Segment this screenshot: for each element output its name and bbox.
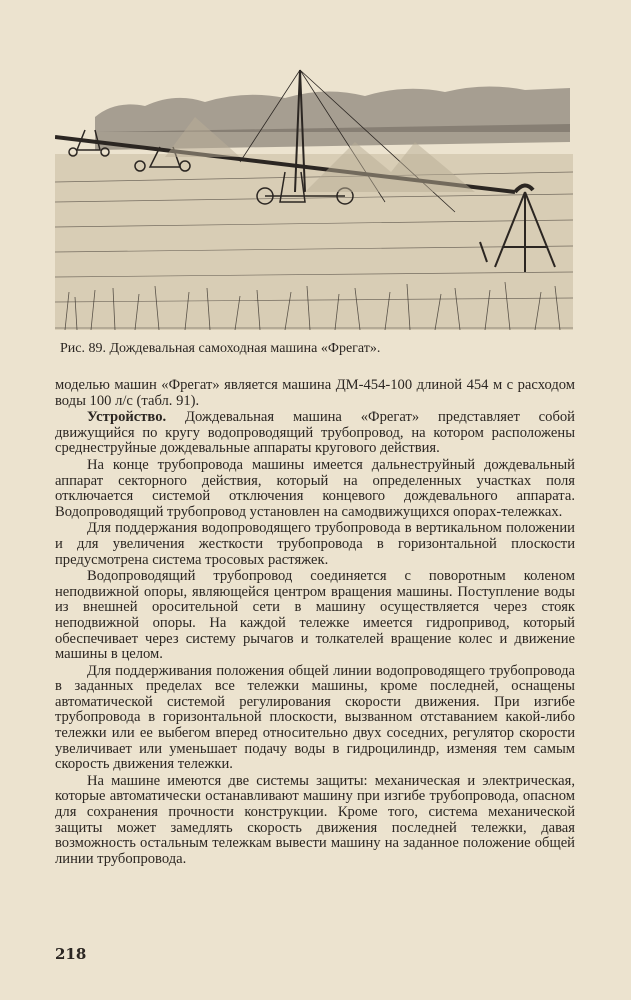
paragraph [55, 774, 575, 868]
paragraph-text: моделью машин «Фрегат» является машина ДМ-454-100 длиной 454 м с расходом воды 100 л/с (табл. 91). [55, 377, 575, 409]
paragraph [55, 458, 575, 520]
paragraph-lead: Устройство. [87, 409, 167, 426]
paragraph [55, 521, 575, 568]
paragraph-text: Водопроводящий трубопровод соединяется с поворотным коленом неподвижной опоры, являющейся центром вращения машины. Поступление воды из внешней оросительной сети в машину осуществляется через стояк неподвижной опоры. На каждой тележке имеется гидропривод, который обеспечивает через систему рычагов и толкателей вращение колес и движение машины в целом. [55, 568, 575, 663]
figure-caption: Рис. 89. Дождевальная самоходная машина «Фрегат». [60, 341, 381, 356]
page-number: 218 [55, 945, 87, 963]
paragraph-text: На конце трубопровода машины имеется дальнеструйный дождевальный аппарат секторного действия, который на определенных участках поля отключается системой отключения концевого дождевального аппарата. Водопроводящий трубопровод установлен на самодвижущихся опорах-тележках. [55, 456, 575, 520]
paragraph [55, 664, 575, 773]
paragraph-text: Для поддерживания положения общей линии водопроводящего трубопровода в заданных пределах все тележки машины, кроме последней, оснащены автоматической системой регулирования скорости движения. При изгибе трубопровода в горизонтальной плоскости, вызванном отставанием какой-либо тележки или ее выбегом вперед относительно двух соседних, регулятор скорости увеличивает или уменьшает подачу воды в гидроцилиндр, изменяя тем самым скорость движения тележки. [55, 662, 575, 773]
paragraph-text: Дождевальная машина «Фрегат» представляет собой движущийся по кругу водопроводящий трубопровод, на котором расположены среднеструйные дождевальные аппараты кругового действия. [55, 409, 575, 457]
figure-illustration [55, 62, 573, 330]
body-text [55, 377, 575, 867]
paragraph [55, 410, 575, 457]
paragraph-text: На машине имеются две системы защиты: механическая и электрическая, которые автоматически останавливают машину при изгибе трубопровода, опасном для сохранения прочности конструкции. Кроме того, система механической защиты может замедлять скорость движения последней тележки, давая возможность остальным тележкам вывести машину на заданное положение общей линии трубопровода. [55, 772, 575, 867]
paragraph-text: Для поддержания водопроводящего трубопровода в вертикальном положении и для увеличения жесткости трубопровода в горизонтальной плоскости предусмотрена система тросовых растяжек. [55, 520, 575, 568]
paragraph [55, 378, 575, 409]
paragraph [55, 569, 575, 663]
sprinkler-machine-drawing [55, 62, 573, 330]
